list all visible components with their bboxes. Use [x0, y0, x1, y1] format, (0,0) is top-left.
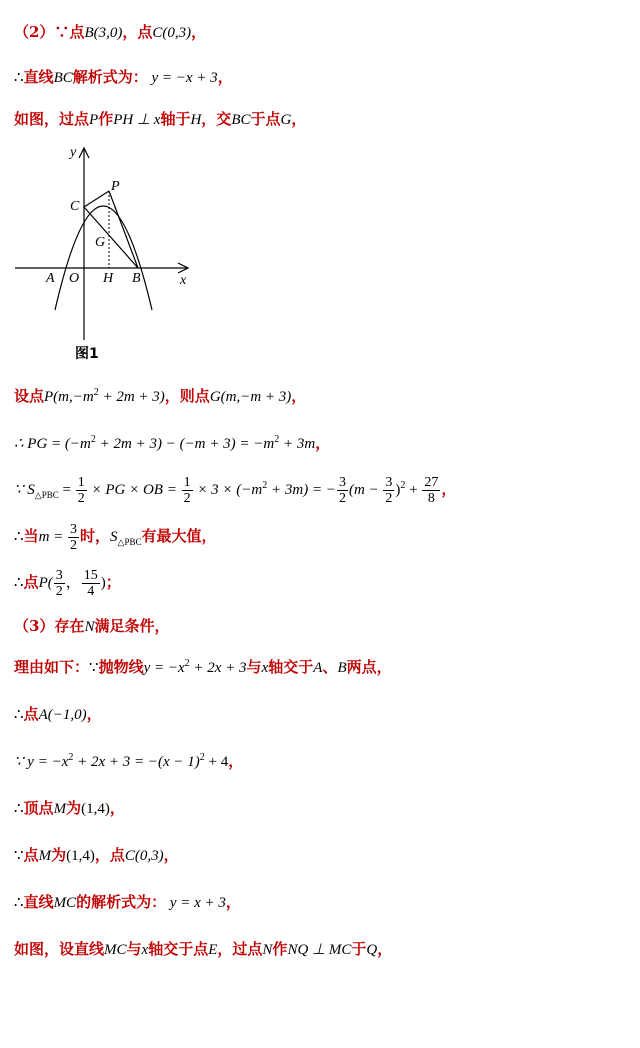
text: 于点: [250, 110, 281, 128]
math: ∴: [14, 895, 24, 911]
math: B: [337, 660, 347, 676]
math: BC: [53, 70, 73, 86]
solution-line-4: [14, 386, 306, 407]
text: 与: [126, 940, 142, 958]
text: 于: [351, 940, 367, 958]
text: 作: [98, 110, 114, 128]
line-pc: [84, 191, 109, 207]
math-sup: 2: [400, 480, 406, 491]
text: 与: [246, 658, 262, 676]
solution-line-7: [14, 519, 217, 554]
solution-line-6: [14, 472, 456, 507]
math: (1,4): [66, 848, 95, 864]
text: ；: [105, 573, 121, 591]
solution-line-12: [14, 751, 243, 772]
text: 的解析式为：: [76, 893, 167, 911]
math: m =: [38, 529, 68, 545]
text: 设点: [14, 387, 45, 405]
math: E: [208, 942, 218, 958]
solution-line-2: [14, 67, 233, 88]
text: ，: [217, 68, 233, 86]
solution-line-3: [14, 109, 306, 130]
text: （2）∵点: [14, 23, 85, 41]
math-sup: 2: [262, 480, 268, 491]
fraction: $\frac{1}{2}$: [77, 475, 85, 507]
fraction: $\frac{15}{4}$: [83, 568, 98, 600]
fraction: $\frac{1}{2}$: [183, 475, 191, 507]
text: 直线: [23, 68, 54, 86]
math: M: [53, 801, 67, 817]
solution-line-9: [14, 616, 169, 637]
math-sup: 2: [274, 434, 280, 445]
text: 、: [322, 658, 338, 676]
text: ，: [228, 752, 244, 770]
solution-line-8: [14, 565, 121, 600]
text: ，则点: [164, 387, 210, 405]
math: ∴: [14, 529, 24, 545]
text: ，过点: [217, 940, 263, 958]
label-o: O: [69, 271, 80, 286]
fraction: $\frac{3}{2}$: [338, 475, 346, 507]
math: + 2x + 3 = −(x − 1): [73, 754, 200, 770]
solution-line-5: [14, 433, 330, 454]
math: A: [313, 660, 323, 676]
figure-1: [10, 140, 210, 370]
text: ，: [291, 387, 307, 405]
math: ∴: [14, 575, 24, 591]
math: + 3m) = −: [267, 482, 336, 498]
text: ，: [163, 846, 179, 864]
math: ∴ PG = (−m: [14, 436, 91, 452]
solution-line-1: [14, 22, 206, 43]
math: N: [262, 942, 273, 958]
text: ，: [191, 23, 207, 41]
fraction: $\frac{27}{8}$: [424, 475, 439, 507]
math-sub: △PBC: [117, 537, 142, 547]
math: y = x + 3: [169, 895, 226, 911]
text: ，点: [94, 846, 125, 864]
text: ，: [377, 940, 393, 958]
math: B(3,0): [84, 25, 123, 41]
solution-line-16: [14, 939, 392, 960]
math: ，: [65, 575, 81, 591]
text: ，: [291, 110, 307, 128]
text: 为: [51, 846, 67, 864]
math-sup: 2: [93, 387, 99, 398]
math: C(0,3): [152, 25, 192, 41]
math: BC: [231, 112, 251, 128]
text: 为: [66, 799, 82, 817]
math: x: [261, 660, 269, 676]
text: 直线: [23, 893, 54, 911]
text: （3）存在: [14, 617, 85, 635]
text: 如图，设直线: [14, 940, 105, 958]
math: ∵ y = −x: [14, 754, 69, 770]
math: P(: [38, 575, 53, 591]
label-h: H: [103, 271, 114, 286]
text: ，: [86, 705, 102, 723]
text: ，: [109, 799, 125, 817]
math: + 2x + 3: [189, 660, 247, 676]
text: 理由如下：: [14, 658, 90, 676]
math: + 2m + 3): [98, 389, 165, 405]
math: ∵: [89, 660, 99, 676]
text: 满足条件，: [94, 617, 170, 635]
math: P(m,−m: [44, 389, 94, 405]
solution-line-10: [14, 657, 392, 678]
math-sup: 2: [68, 752, 74, 763]
math: G(m,−m + 3): [209, 389, 292, 405]
math: ∵: [14, 848, 24, 864]
math-sup: 2: [199, 752, 205, 763]
figure-caption: 图1: [75, 346, 99, 362]
math: =: [58, 482, 75, 498]
text: 顶点: [23, 799, 54, 817]
fraction: $\frac{3}{2}$: [385, 475, 393, 507]
label-b: B: [132, 271, 141, 286]
parabola-curve: [55, 206, 152, 310]
solution-line-15: [14, 892, 241, 913]
text: 轴交于: [268, 658, 314, 676]
math: x: [141, 942, 149, 958]
math: Q: [366, 942, 378, 958]
math: A(−1,0): [38, 707, 87, 723]
math: H: [190, 112, 202, 128]
text: 点: [23, 573, 39, 591]
fraction: $\frac{3}{2}$: [70, 522, 78, 554]
text: ，: [225, 893, 241, 911]
math: MC: [104, 942, 127, 958]
label-c: C: [70, 199, 80, 214]
text: 如图，过点: [14, 110, 90, 128]
math: M: [38, 848, 52, 864]
text: ，: [441, 480, 457, 498]
text: 轴交于点: [148, 940, 209, 958]
line-pb: [109, 191, 138, 268]
text: 两点，: [346, 658, 392, 676]
text: 轴于: [160, 110, 191, 128]
math: PH ⊥ x: [113, 112, 161, 128]
fraction: $\frac{3}{2}$: [55, 568, 63, 600]
text: 作: [272, 940, 288, 958]
math: P: [89, 112, 99, 128]
text: ，点: [122, 23, 153, 41]
text: 时，: [80, 527, 111, 545]
solution-line-14: [14, 845, 179, 866]
math: N: [84, 619, 95, 635]
math: ): [100, 575, 106, 591]
math: S: [110, 529, 118, 545]
label-y: y: [70, 145, 77, 160]
text: 当: [23, 527, 39, 545]
text: 有最大值，: [141, 527, 217, 545]
math: + 3m: [279, 436, 316, 452]
solution-line-13: [14, 798, 125, 819]
text: 抛物线: [98, 658, 144, 676]
math: ∴: [14, 70, 24, 86]
label-a: A: [46, 271, 55, 286]
text: ，交: [201, 110, 232, 128]
math: × 3 × (−m: [193, 482, 263, 498]
math-sub: △PBC: [34, 490, 59, 500]
text: 点: [23, 846, 39, 864]
math: + 4: [204, 754, 229, 770]
math: ∴: [14, 707, 24, 723]
math: NQ ⊥ MC: [287, 942, 352, 958]
text: 点: [23, 705, 39, 723]
math: ∴: [14, 801, 24, 817]
math-sup: 2: [90, 434, 96, 445]
math: G: [280, 112, 292, 128]
math: +: [405, 482, 422, 498]
math: × PG × OB =: [87, 482, 181, 498]
math: C(0,3): [124, 848, 164, 864]
label-x: x: [180, 273, 187, 288]
math: + 2m + 3) − (−m + 3) = −m: [95, 436, 275, 452]
math: ∵ S: [14, 482, 35, 498]
solution-line-11: [14, 704, 102, 725]
math: MC: [53, 895, 77, 911]
math: y = −x + 3: [151, 70, 218, 86]
text: ，: [315, 434, 331, 452]
math-sup: 2: [184, 658, 190, 669]
math: (m −: [348, 482, 383, 498]
label-g: G: [95, 235, 106, 250]
math: y = −x: [143, 660, 185, 676]
text: 解析式为：: [72, 68, 148, 86]
math: ): [395, 482, 401, 498]
math: (1,4): [81, 801, 110, 817]
label-p: P: [111, 179, 120, 194]
